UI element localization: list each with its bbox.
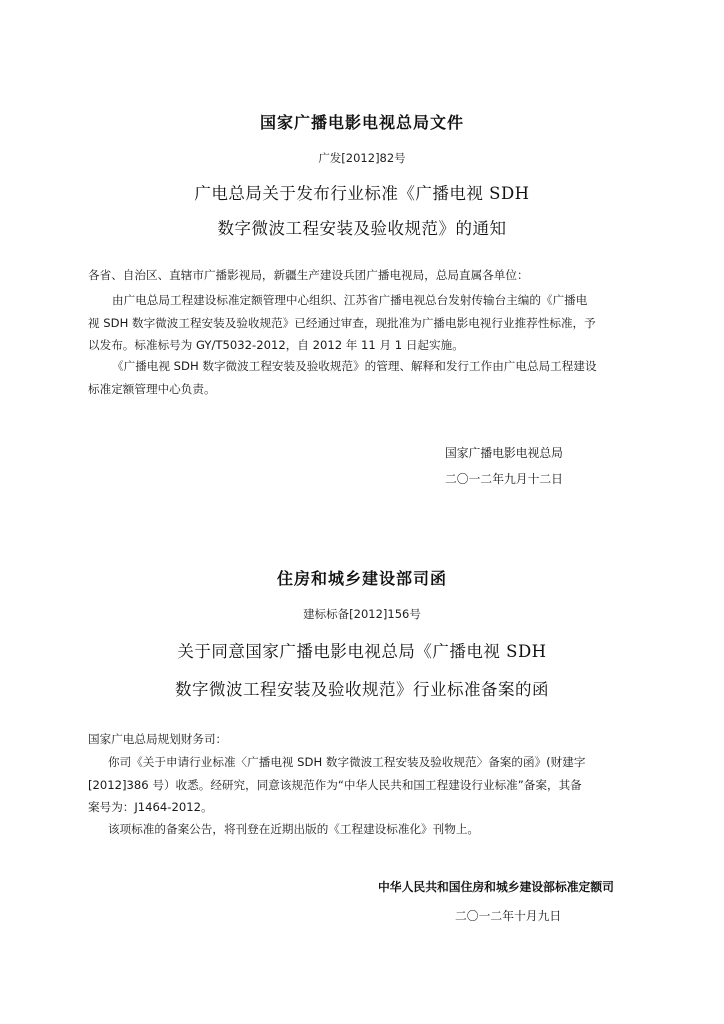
doc2-signer: 中华人民共和国住房和城乡建设部标准定额司 [378,880,614,894]
doc2-paragraph1-line3: 案号为：J1464-2012。 [88,800,213,814]
doc1-subject-line1: 广电总局关于发布行业标准《广播电视 SDH [194,184,530,203]
doc2-subject-line2: 数字微波工程安装及验收规范》行业标准备案的函 [175,680,549,699]
doc1-paragraph2-line1: 《广播电视 SDH 数字微波工程安装及验收规范》的管理、解释和发行工作由广电总局工程建设 [112,359,597,373]
doc1-paragraph1-line2: 视 SDH 数字微波工程安装及验收规范》已经通过审查，现批准为广播电影电视行业推荐性标准，予 [88,316,596,330]
doc1-title: 国家广播电影电视总局文件 [259,113,464,132]
doc2-subject-line1: 关于同意国家广播电影电视总局《广播电视 SDH [177,642,547,661]
doc2-date: 二〇一二年十月九日 [455,909,562,923]
doc1-paragraph1-line3: 以发布。标准标号为 GY/T5032-2012，自 2012 年 11 月 1 日起实施。 [88,338,464,352]
doc1-date: 二〇一二年九月十二日 [445,472,563,486]
doc1-signer: 国家广播电影电视总局 [445,446,563,460]
doc2-number: 建标标备[2012]156号 [303,607,421,621]
doc2-title: 住房和城乡建设部司函 [276,569,447,588]
doc2-paragraph2-line1: 该项标准的备案公告，将刊登在近期出版的《工程建设标准化》刊物上。 [108,822,480,836]
doc1-paragraph2-line2: 标准定额管理中心负责。 [88,382,216,396]
doc1-subject-line2: 数字微波工程安装及验收规范》的通知 [217,219,507,238]
doc1-addressee: 各省、自治区、直辖市广播影视局，新疆生产建设兵团广播电视局，总局直属各单位： [88,268,529,282]
doc2-paragraph1-line1: 你司《关于申请行业标准〈广播电视 SDH 数字微波工程安装及验收规范〉备案的函》(财建字 [108,755,586,769]
doc2-paragraph1-line2: [2012]386 号）收悉。经研究，同意该规范作为“中华人民共和国工程建设行业标准”备案，其备 [88,778,582,792]
doc1-number: 广发[2012]82号 [318,151,406,165]
doc1-paragraph1-line1: 由广电总局工程建设标准定额管理中心组织、江苏省广播电视总台发射传输台主编的《广播电 [112,293,588,307]
doc2-addressee: 国家广电总局规划财务司： [88,732,228,746]
